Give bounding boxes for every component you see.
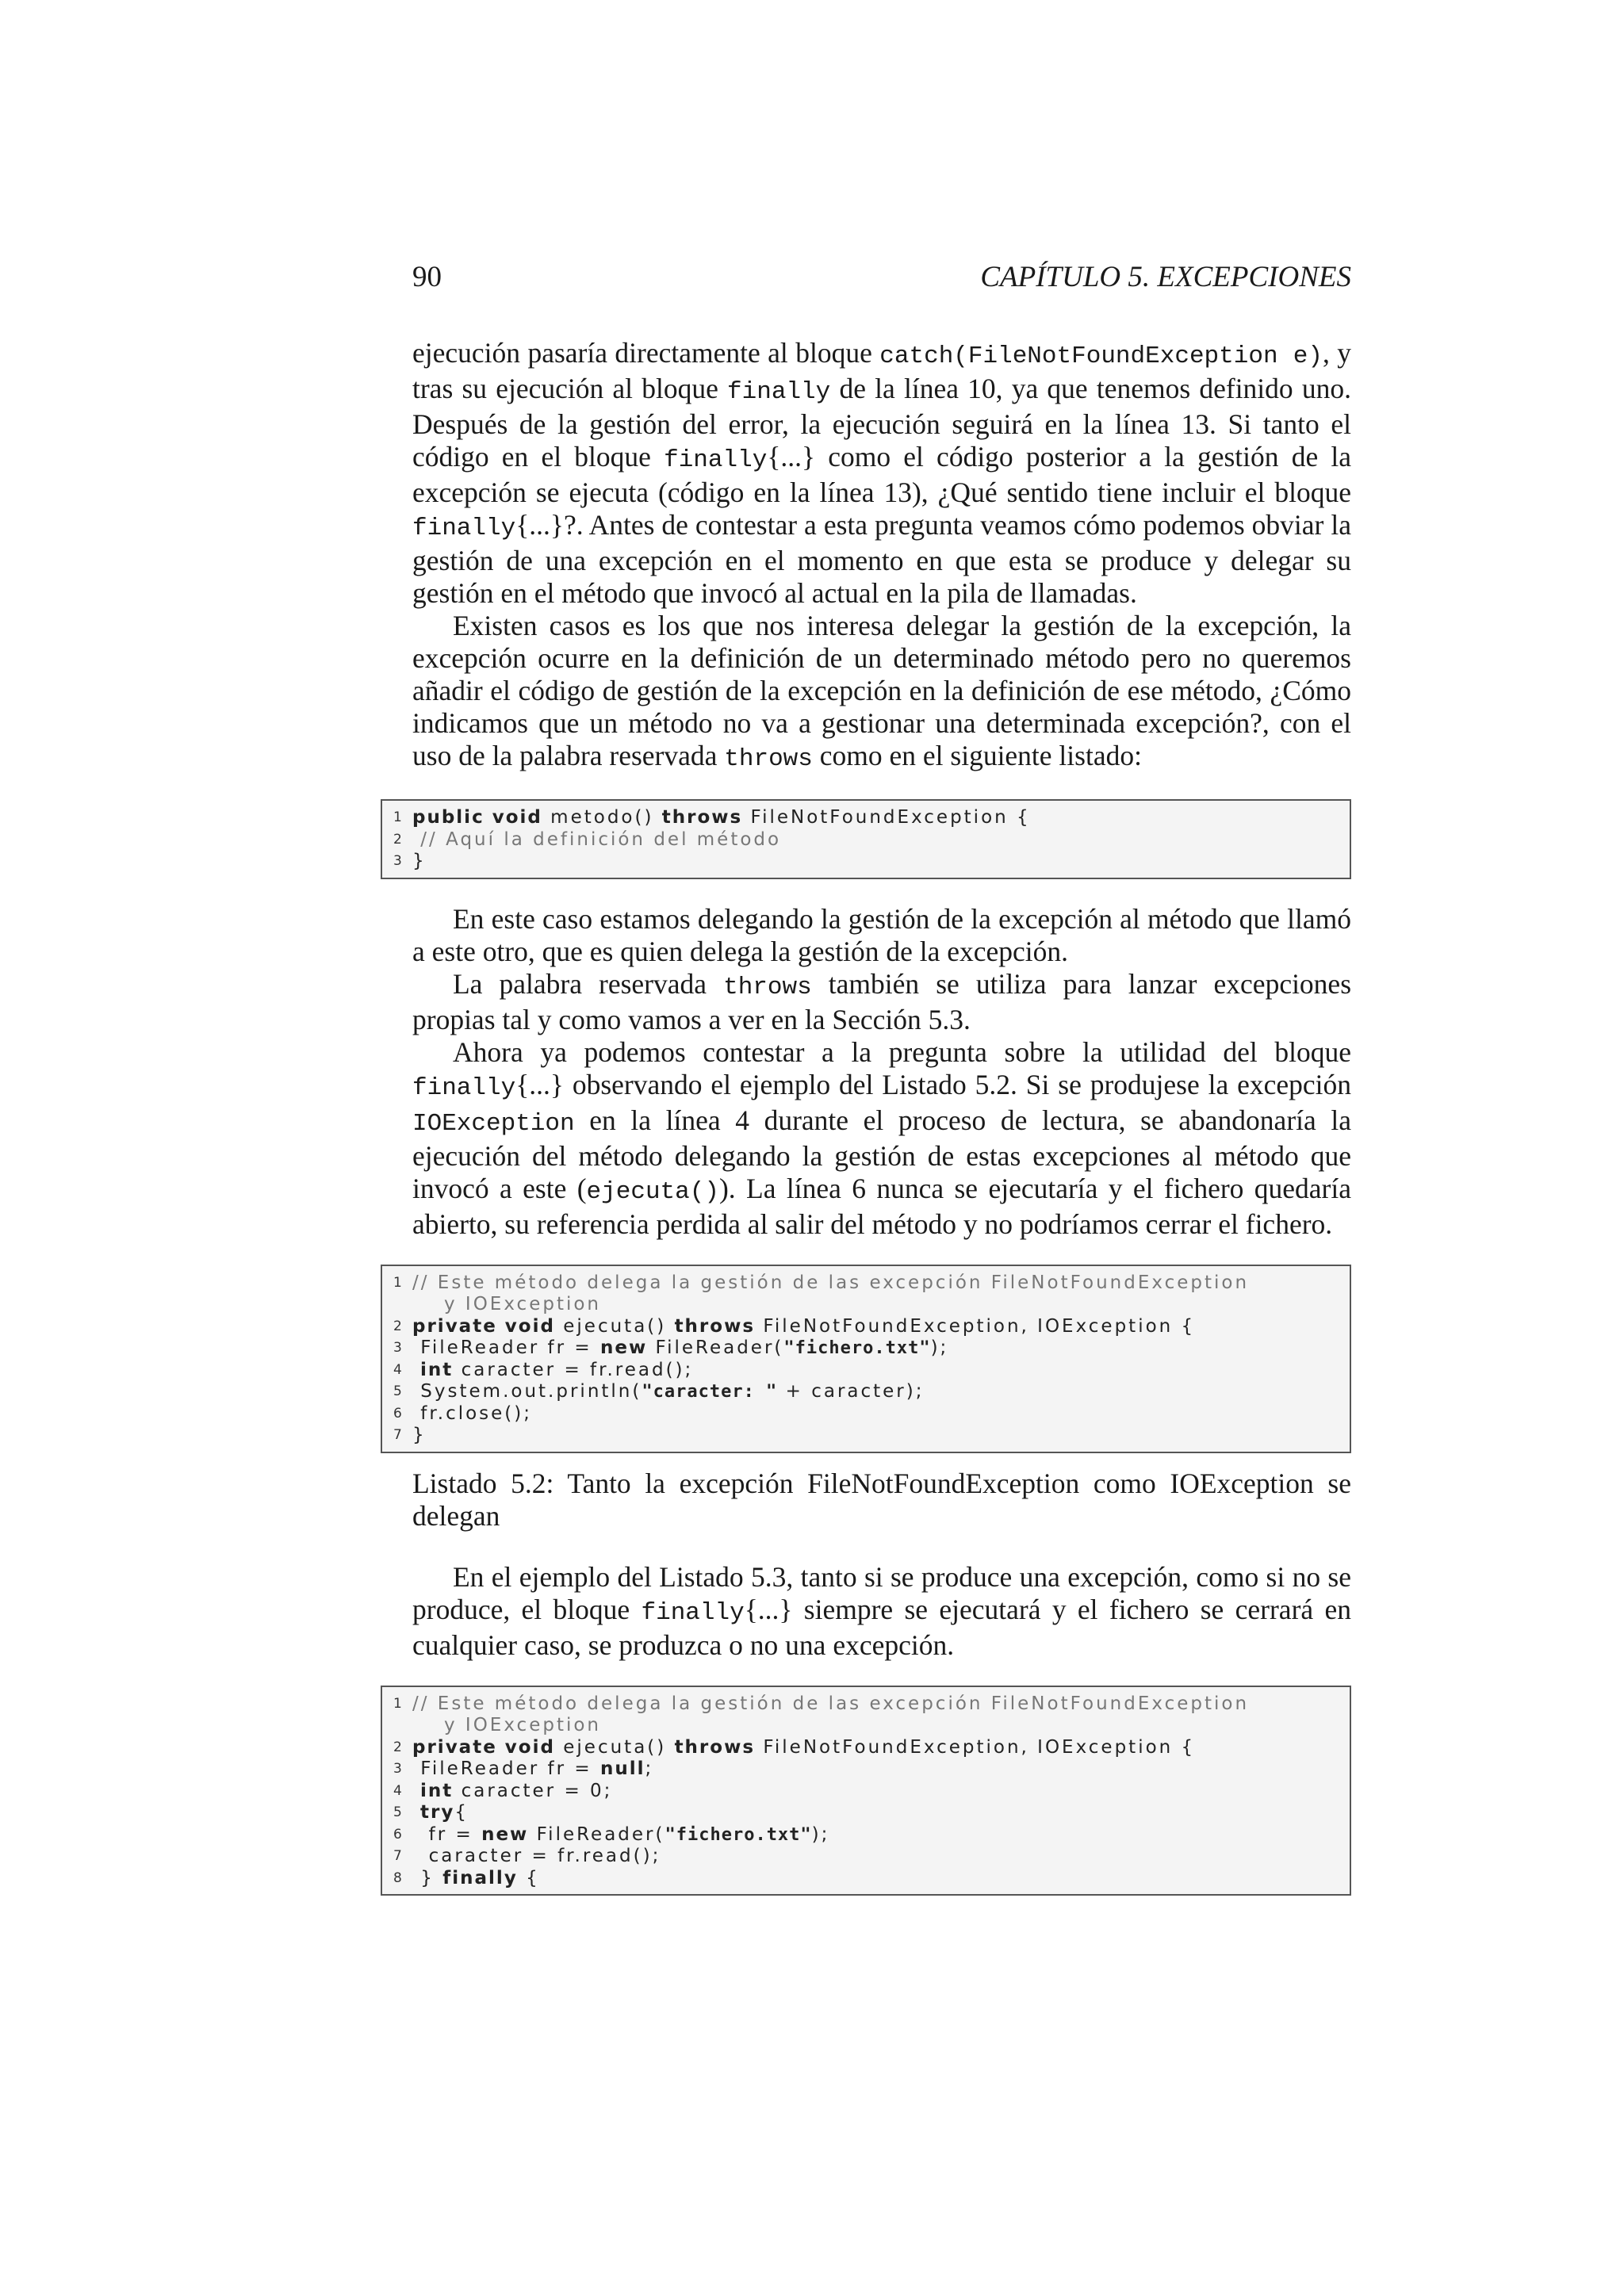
paragraph-2: [412, 610, 1351, 775]
keyword: new: [599, 1337, 648, 1358]
code-line-continuation: [393, 1294, 1339, 1316]
keyword: throws: [661, 807, 743, 828]
line-number: 4: [393, 1782, 402, 1799]
line-number: 2: [393, 1739, 402, 1755]
inline-code: finally: [641, 1598, 745, 1627]
text: {...} observando el ejemplo del Listado 5.2. Si se produjese la excepción: [515, 1068, 1351, 1100]
line-number: 7: [393, 1427, 402, 1443]
keyword: throws: [674, 1736, 756, 1758]
code-text: }: [412, 1867, 443, 1888]
code-text: FileNotFoundException {: [742, 807, 1031, 828]
code-line: [393, 1868, 1339, 1890]
code-line: [393, 1737, 1339, 1759]
text: {...}?. Antes de contestar a esta pregunta veamos cómo podemos obviar la gestión de una excepción en el momento en que esta se produce y delegar su gestión en el método que invocó al actual en la pila de llamadas.: [412, 509, 1351, 609]
code-text: }: [412, 851, 427, 871]
code-line: [393, 1337, 1339, 1360]
inline-code: ejecuta(): [586, 1177, 719, 1206]
keyword: private void: [412, 1736, 555, 1758]
text: ejecución pasaría directamente al bloque: [412, 337, 880, 369]
code-text: fr =: [412, 1823, 482, 1845]
page-header: [412, 260, 1351, 304]
line-number: 4: [393, 1361, 402, 1378]
chapter-title: CAPÍTULO 5. EXCEPCIONES: [980, 261, 1351, 293]
listing-caption: Listado 5.2: Tanto la excepción FileNotFoundException como IOException se delegan: [412, 1467, 1351, 1532]
line-number: 3: [393, 853, 402, 869]
code-text: ejecuta(): [554, 1315, 675, 1337]
code-text: System.out.println(: [412, 1381, 642, 1402]
text: {...} como el código posterior a la gestión de la excepción se ejecuta (código en la línea 13), ¿Qué sentido tiene incluir el bloque: [412, 441, 1351, 508]
code-text: caracter = fr.read();: [453, 1359, 694, 1380]
line-number: 3: [393, 1761, 402, 1777]
code-line: [393, 1360, 1339, 1382]
text: en la línea 4 durante el proceso de lectura, se abandonaría la ejecución del método delegando la gestión de estas excepciones al método que invocó a este (: [412, 1104, 1351, 1204]
code-text: );: [930, 1337, 949, 1358]
code-text: ejecuta(): [554, 1736, 675, 1758]
inline-code: finally: [727, 378, 831, 406]
keyword: finally: [442, 1867, 518, 1888]
keyword: null: [599, 1758, 645, 1779]
line-number: 1: [393, 809, 402, 825]
code-text: + caracter);: [777, 1381, 925, 1402]
code-line: [393, 1758, 1339, 1781]
string-literal: "fichero.txt": [665, 1824, 812, 1845]
paragraph-4: [412, 968, 1351, 1036]
paragraph-3: En este caso estamos delegando la gestión de la excepción al método que llamó a este otro, que es quien delega la gestión de la excepción.: [412, 902, 1351, 967]
code-comment: // Aquí la definición del método: [412, 828, 782, 850]
inline-code: catch(FileNotFoundException e): [879, 342, 1323, 370]
inline-code: finally: [664, 446, 768, 474]
code-line: [393, 1425, 1339, 1447]
text: Existen casos es los que nos interesa delegar la gestión de la excepción, la excepción ocurre en la definición de un determinado método pero no queremos añadir el código de gestión de la excepción en la definición de ese método, ¿Cómo indicamos que un método no va a gestionar una determinada excepción?, con el uso de la palabra reservada: [412, 610, 1351, 771]
inline-code: throws: [723, 973, 812, 1001]
keyword: int: [412, 1780, 454, 1801]
line-number: 1: [393, 1695, 402, 1712]
inline-code: finally: [412, 515, 516, 542]
text: también se utiliza para lanzar excepciones propias tal y como vamos a ver en la Sección 5.3.: [412, 967, 1352, 1035]
keyword: new: [481, 1823, 529, 1845]
code-line: [393, 1824, 1339, 1846]
text: de la línea 10, ya que tenemos definido uno. Después de la gestión del error, la ejecución seguirá en la línea 13. Si tanto el código en el bloque: [412, 373, 1351, 473]
code-text: caracter = fr.read();: [412, 1846, 661, 1866]
line-number: 1: [393, 1274, 402, 1291]
line-number: 5: [393, 1383, 402, 1399]
line-number: 3: [393, 1340, 402, 1356]
code-text: metodo(): [542, 807, 662, 828]
code-listing-2: [381, 1265, 1351, 1453]
code-comment: // Este método delega la gestión de las excepción FileNotFoundException: [412, 1272, 1250, 1293]
line-number: 2: [393, 1318, 402, 1334]
code-line: [393, 1272, 1339, 1295]
code-line: [393, 1846, 1339, 1868]
code-comment: y IOException: [444, 1715, 602, 1735]
keyword: public void: [412, 807, 542, 828]
keyword: private void: [412, 1315, 555, 1337]
code-text: );: [811, 1823, 830, 1845]
code-text: FileReader fr =: [412, 1758, 600, 1779]
code-listing-1: [381, 799, 1351, 879]
page-content: [393, 337, 1352, 1896]
code-line: [393, 807, 1339, 829]
code-text: FileReader fr =: [412, 1337, 600, 1358]
paragraph-5: [412, 1036, 1351, 1241]
inline-code: finally: [412, 1073, 516, 1102]
page-number: 90: [412, 261, 442, 293]
code-line: [393, 1802, 1339, 1824]
code-text: fr.close();: [412, 1402, 532, 1424]
string-literal: "fichero.txt": [783, 1338, 931, 1358]
text: como en el siguiente listado:: [812, 740, 1142, 771]
code-line: [393, 851, 1339, 873]
code-comment: y IOException: [444, 1294, 602, 1314]
code-comment: // Este método delega la gestión de las excepción FileNotFoundException: [412, 1693, 1250, 1714]
code-line: [393, 1781, 1339, 1803]
inline-code: IOException: [412, 1109, 575, 1138]
string-literal: "caracter: ": [642, 1382, 778, 1402]
text: {...} siempre se ejecutará y el fichero se cerrará en cualquier caso, se produzca o no una excepción.: [412, 1593, 1351, 1661]
code-line: [393, 1693, 1339, 1716]
line-number: 6: [393, 1405, 402, 1422]
keyword: int: [412, 1359, 454, 1380]
code-line: [393, 1403, 1339, 1425]
keyword: try: [412, 1802, 455, 1823]
code-text: FileReader(: [528, 1823, 665, 1845]
code-line: [393, 1316, 1339, 1338]
keyword: throws: [674, 1315, 756, 1337]
code-text: FileNotFoundException, IOException {: [755, 1315, 1196, 1337]
text: , y tras su ejecución al bloque: [412, 337, 1352, 404]
line-number: 8: [393, 1869, 402, 1886]
code-text: {: [454, 1802, 469, 1823]
text: ). La línea 6 nunca se ejecutaría y el fichero quedaría abierto, su referencia perdida al salir del método y no podríamos cerrar el fichero.: [412, 1172, 1351, 1240]
paragraph-6: [412, 1561, 1351, 1662]
line-number: 7: [393, 1848, 402, 1864]
code-text: FileReader(: [647, 1337, 784, 1358]
code-line-continuation: [393, 1715, 1339, 1737]
code-text: caracter = 0;: [453, 1780, 613, 1801]
code-listing-3: [381, 1686, 1351, 1896]
paragraph-1: [412, 337, 1351, 610]
code-text: ;: [645, 1758, 654, 1779]
code-line: [393, 829, 1339, 851]
code-line: [393, 1381, 1339, 1403]
code-text: FileNotFoundException, IOException {: [755, 1736, 1196, 1758]
text: En el ejemplo del Listado 5.3, tanto si se produce una excepción, como si no se produce, el bloque: [412, 1560, 1351, 1625]
text: La palabra reservada: [453, 967, 724, 1000]
line-number: 6: [393, 1826, 402, 1843]
text: Ahora ya podemos contestar a la pregunta sobre la utilidad del bloque: [453, 1035, 1351, 1068]
code-text: }: [412, 1425, 427, 1445]
line-number: 2: [393, 831, 402, 848]
line-number: 5: [393, 1804, 402, 1820]
inline-code: throws: [724, 745, 813, 773]
code-text: {: [517, 1867, 540, 1888]
